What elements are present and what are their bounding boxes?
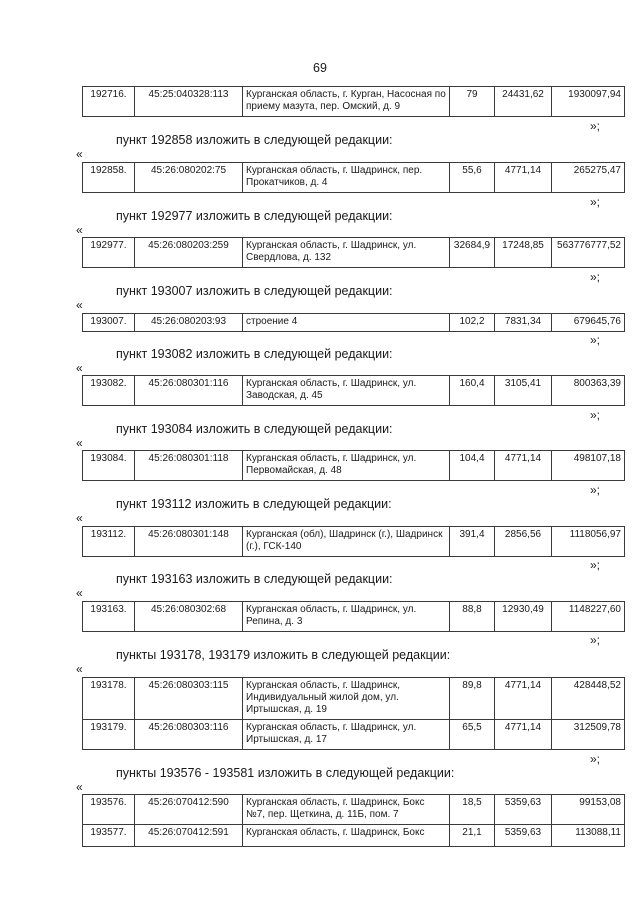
- area: 391,4: [450, 527, 495, 557]
- open-quote: «: [76, 147, 83, 161]
- item-number: 192716.: [83, 87, 135, 117]
- open-quote: «: [76, 223, 83, 237]
- table-row: [83, 163, 625, 193]
- cadastral-value: 265275,47: [552, 163, 625, 193]
- amendment-instruction: пункт 193084 изложить в следующей редакции:: [116, 422, 393, 436]
- table-row: [83, 678, 625, 720]
- address: Курганская область, г. Шадринск, ул. Свердлова, д. 132: [243, 238, 450, 268]
- unit-price: 4771,14: [495, 163, 552, 193]
- cadastral-number: 45:26:080203:259: [135, 238, 243, 268]
- address: Курганская область, г. Курган, Насосная по приему мазута, пер. Омский, д. 9: [243, 87, 450, 117]
- table-row: [83, 451, 625, 481]
- address: строение 4: [243, 314, 450, 332]
- amendment-instruction: пункты 193576 - 193581 изложить в следующей редакции:: [116, 766, 455, 780]
- address: Курганская область, г. Шадринск, Индивидуальный жилой дом, ул. Иртышская, д. 19: [243, 678, 450, 720]
- cadastral-value: 800363,39: [552, 376, 625, 406]
- item-number: 193007.: [83, 314, 135, 332]
- cadastral-number: 45:26:070412:590: [135, 795, 243, 825]
- cadastral-value: 428448,52: [552, 678, 625, 720]
- item-number: 193178.: [83, 678, 135, 720]
- area: 55,6: [450, 163, 495, 193]
- unit-price: 3105,41: [495, 376, 552, 406]
- item-number: 192858.: [83, 163, 135, 193]
- cadastral-number: 45:26:080301:148: [135, 527, 243, 557]
- close-mark: »;: [590, 558, 601, 572]
- item-number: 193576.: [83, 795, 135, 825]
- amendment-instruction: пункт 193007 изложить в следующей редакции:: [116, 284, 393, 298]
- area: 102,2: [450, 314, 495, 332]
- unit-price: 24431,62: [495, 87, 552, 117]
- cadastral-value: 1930097,94: [552, 87, 625, 117]
- open-quote: «: [76, 586, 83, 600]
- cadastral-number: 45:26:080203:93: [135, 314, 243, 332]
- entry-table: [82, 86, 625, 117]
- close-mark: »;: [590, 752, 601, 766]
- open-quote: «: [76, 361, 83, 375]
- area: 88,8: [450, 602, 495, 632]
- amendment-instruction: пункт 192977 изложить в следующей редакции:: [116, 209, 393, 223]
- close-mark: »;: [590, 633, 601, 647]
- cadastral-number: 45:26:080202:75: [135, 163, 243, 193]
- unit-price: 7831,34: [495, 314, 552, 332]
- item-number: 193163.: [83, 602, 135, 632]
- cadastral-number: 45:26:080302:68: [135, 602, 243, 632]
- area: 89,8: [450, 678, 495, 720]
- area: 104,4: [450, 451, 495, 481]
- entry-table: [82, 677, 625, 750]
- cadastral-value: 679645,76: [552, 314, 625, 332]
- open-quote: «: [76, 298, 83, 312]
- cadastral-value: 498107,18: [552, 451, 625, 481]
- entry-table: [82, 526, 625, 557]
- unit-price: 5359,63: [495, 825, 552, 847]
- area: 160,4: [450, 376, 495, 406]
- area: 18,5: [450, 795, 495, 825]
- table-row: [83, 602, 625, 632]
- table-row: [83, 825, 625, 847]
- table-row: [83, 314, 625, 332]
- area: 21,1: [450, 825, 495, 847]
- area: 32684,9: [450, 238, 495, 268]
- table-row: [83, 238, 625, 268]
- close-mark: »;: [590, 270, 601, 284]
- item-number: 193577.: [83, 825, 135, 847]
- address: Курганская (обл), Шадринск (г.), Шадринск (г.), ГСК-140: [243, 527, 450, 557]
- close-mark: »;: [590, 333, 601, 347]
- entry-table: [82, 450, 625, 481]
- page-number: 69: [313, 61, 327, 75]
- cadastral-value: 99153,08: [552, 795, 625, 825]
- item-number: 192977.: [83, 238, 135, 268]
- close-mark: »;: [590, 408, 601, 422]
- amendment-instruction: пункт 193112 изложить в следующей редакции:: [116, 497, 392, 511]
- entry-table: [82, 794, 625, 847]
- item-number: 193112.: [83, 527, 135, 557]
- area: 65,5: [450, 720, 495, 750]
- unit-price: 4771,14: [495, 678, 552, 720]
- table-row: [83, 376, 625, 406]
- entry-table: [82, 313, 625, 332]
- cadastral-value: 1148227,60: [552, 602, 625, 632]
- entry-table: [82, 237, 625, 268]
- close-mark: »;: [590, 195, 601, 209]
- unit-price: 12930,49: [495, 602, 552, 632]
- address: Курганская область, г. Шадринск, Бокс №7, пер. Щеткина, д. 11Б, пом. 7: [243, 795, 450, 825]
- cadastral-number: 45:26:080303:116: [135, 720, 243, 750]
- cadastral-number: 45:26:070412:591: [135, 825, 243, 847]
- cadastral-value: 563776777,52: [552, 238, 625, 268]
- address: Курганская область, г. Шадринск, пер. Прокатчиков, д. 4: [243, 163, 450, 193]
- open-quote: «: [76, 511, 83, 525]
- amendment-instruction: пункт 193082 изложить в следующей редакции:: [116, 347, 393, 361]
- open-quote: «: [76, 436, 83, 450]
- table-row: [83, 720, 625, 750]
- unit-price: 4771,14: [495, 720, 552, 750]
- address: Курганская область, г. Шадринск, ул. Репина, д. 3: [243, 602, 450, 632]
- cadastral-number: 45:26:080301:118: [135, 451, 243, 481]
- amendment-instruction: пункт 192858 изложить в следующей редакции:: [116, 133, 393, 147]
- address: Курганская область, г. Шадринск, ул. Заводская, д. 45: [243, 376, 450, 406]
- unit-price: 4771,14: [495, 451, 552, 481]
- table-row: [83, 87, 625, 117]
- area: 79: [450, 87, 495, 117]
- cadastral-value: 312509,78: [552, 720, 625, 750]
- item-number: 193082.: [83, 376, 135, 406]
- cadastral-value: 1118056,97: [552, 527, 625, 557]
- address: Курганская область, г. Шадринск, ул. Первомайская, д. 48: [243, 451, 450, 481]
- entry-table: [82, 162, 625, 193]
- cadastral-value: 113088,11: [552, 825, 625, 847]
- amendment-instruction: пункты 193178, 193179 изложить в следующей редакции:: [116, 648, 451, 662]
- unit-price: 17248,85: [495, 238, 552, 268]
- open-quote: «: [76, 662, 83, 676]
- close-mark: »;: [590, 119, 601, 133]
- cadastral-number: 45:25:040328:113: [135, 87, 243, 117]
- unit-price: 2856,56: [495, 527, 552, 557]
- table-row: [83, 795, 625, 825]
- table-row: [83, 527, 625, 557]
- unit-price: 5359,63: [495, 795, 552, 825]
- amendment-instruction: пункт 193163 изложить в следующей редакции:: [116, 572, 393, 586]
- cadastral-number: 45:26:080303:115: [135, 678, 243, 720]
- entry-table: [82, 375, 625, 406]
- item-number: 193084.: [83, 451, 135, 481]
- entry-table: [82, 601, 625, 632]
- close-mark: »;: [590, 483, 601, 497]
- address: Курганская область, г. Шадринск, Бокс: [243, 825, 450, 847]
- open-quote: «: [76, 780, 83, 794]
- item-number: 193179.: [83, 720, 135, 750]
- cadastral-number: 45:26:080301:116: [135, 376, 243, 406]
- address: Курганская область, г. Шадринск, ул. Иртышская, д. 17: [243, 720, 450, 750]
